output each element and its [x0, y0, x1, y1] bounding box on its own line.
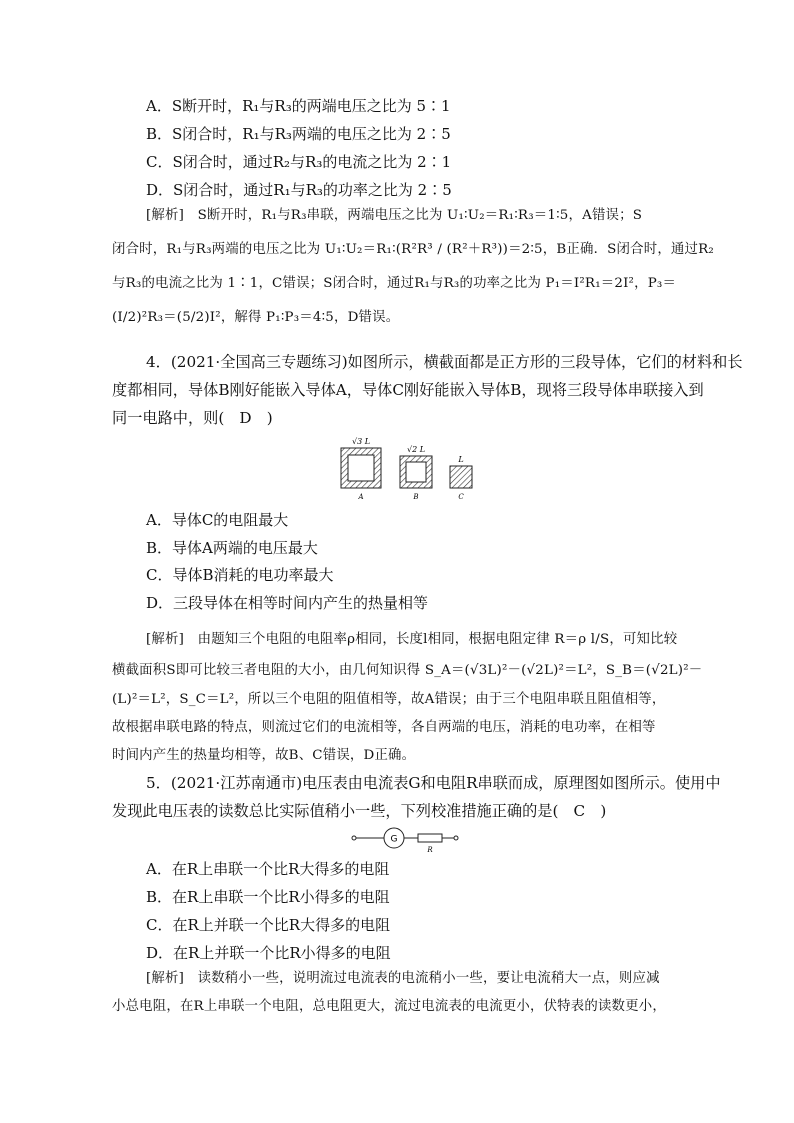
- q3-analysis-line-4: (I/2)²R₃＝(5/2)I²，解得 P₁∶P₃＝4∶5，D错误。: [112, 310, 400, 325]
- conductor-b-dimension: √2 L: [406, 445, 426, 454]
- conductor-c: [450, 466, 472, 488]
- q4-analysis-line-1: [解析] 由题知三个电阻的电阻率ρ相同，长度l相同，根据电阻定律 R＝ρ l/S，可知比较: [146, 632, 678, 647]
- q4-conductors-figure: [330, 434, 490, 502]
- terminal-right: [454, 836, 458, 840]
- q3-analysis-line-2: 闭合时，R₁与R₃两端的电压之比为 U₁∶U₂＝R₁∶(R²R³ / (R²＋R³))＝2∶5，B正确．S闭合时，通过R₂: [112, 242, 714, 257]
- q3-analysis-line-3: 与R₃的电流之比为 1∶1，C错误；S闭合时，通过R₁与R₃的功率之比为 P₁＝I²R₁＝2I²，P₃＝: [112, 276, 677, 291]
- q4-option-a: A．导体C的电阻最大: [146, 511, 289, 529]
- q4-stem-line-2: 度都相同，导体B刚好能嵌入导体A，导体C刚好能嵌入导体B，现将三段导体串联接入到: [112, 381, 704, 399]
- conductor-a-dimension: √3 L: [351, 437, 371, 446]
- q4-option-d: D．三段导体在相等时间内产生的热量相等: [146, 594, 429, 612]
- q5-analysis-line-1: [解析] 读数稍小一些，说明流过电流表的电流稍小一些，要让电流稍大一点，则应减: [146, 971, 660, 986]
- q4-analysis-line-5: 时间内产生的热量均相等，故B、C错误，D正确。: [112, 748, 416, 763]
- q4-analysis-line-3: (L)²＝L²，S_C＝L²，所以三个电阻的阻值相等，故A错误；由于三个电阻串联且阻值相等，: [112, 692, 666, 707]
- resistor-symbol: [418, 834, 442, 842]
- conductor-a-label: A: [358, 493, 364, 501]
- q3-analysis-line-1: [解析] S断开时，R₁与R₃串联，两端电压之比为 U₁∶U₂＝R₁∶R₃＝1∶5，A错误；S: [146, 208, 643, 223]
- conductor-c-label: C: [458, 493, 464, 501]
- terminal-left: [352, 836, 356, 840]
- galvanometer-label: G: [390, 834, 398, 845]
- q3-option-c: C．S闭合时，通过R₂与R₃的电流之比为 2∶1: [146, 153, 452, 171]
- q3-option-d: D．S闭合时，通过R₁与R₃的功率之比为 2∶5: [146, 181, 452, 199]
- resistor-label: R: [427, 846, 433, 854]
- q5-option-b: B．在R上串联一个比R小得多的电阻: [146, 888, 390, 906]
- q4-stem-line-1: 4．(2021·全国高三专题练习)如图所示，横截面都是正方形的三段导体，它们的材料和长: [146, 353, 743, 371]
- q5-option-a: A．在R上串联一个比R大得多的电阻: [146, 860, 390, 878]
- conductor-c-dimension: L: [458, 455, 464, 464]
- conductor-b-label: B: [413, 493, 419, 501]
- q5-option-d: D．在R上并联一个比R小得多的电阻: [146, 944, 391, 962]
- q5-analysis-line-2: 小总电阻，在R上串联一个电阻，总电阻更大，流过电流表的电流更小，伏特表的读数更小，: [112, 999, 666, 1014]
- q5-circuit-figure: [350, 826, 460, 854]
- q4-analysis-line-4: 故根据串联电路的特点，则流过它们的电流相等，各自两端的电压，消耗的电功率，在相等: [112, 720, 656, 735]
- q3-option-b: B．S闭合时，R₁与R₃两端的电压之比为 2∶5: [146, 125, 451, 143]
- q4-stem-line-3: 同一电路中，则( D ): [112, 409, 273, 427]
- q5-option-c: C．在R上并联一个比R大得多的电阻: [146, 916, 391, 934]
- q3-option-a: A．S断开时，R₁与R₃的两端电压之比为 5∶1: [146, 97, 451, 115]
- q5-stem-line-2: 发现此电压表的读数总比实际值稍小一些，下列校准措施正确的是( C ): [112, 802, 607, 820]
- q4-analysis-line-2: 横截面积S即可比较三者电阻的大小，由几何知识得 S_A＝(√3L)²－(√2L)²＝L²，S_B＝(√2L)²－: [112, 663, 703, 678]
- q5-stem-line-1: 5．(2021·江苏南通市)电压表由电流表G和电阻R串联而成，原理图如图所示。使用中: [146, 774, 721, 792]
- q4-option-b: B．导体A两端的电压最大: [146, 539, 318, 557]
- conductor-a: [341, 448, 381, 488]
- conductor-b: [400, 456, 432, 488]
- q4-option-c: C．导体B消耗的电功率最大: [146, 566, 334, 584]
